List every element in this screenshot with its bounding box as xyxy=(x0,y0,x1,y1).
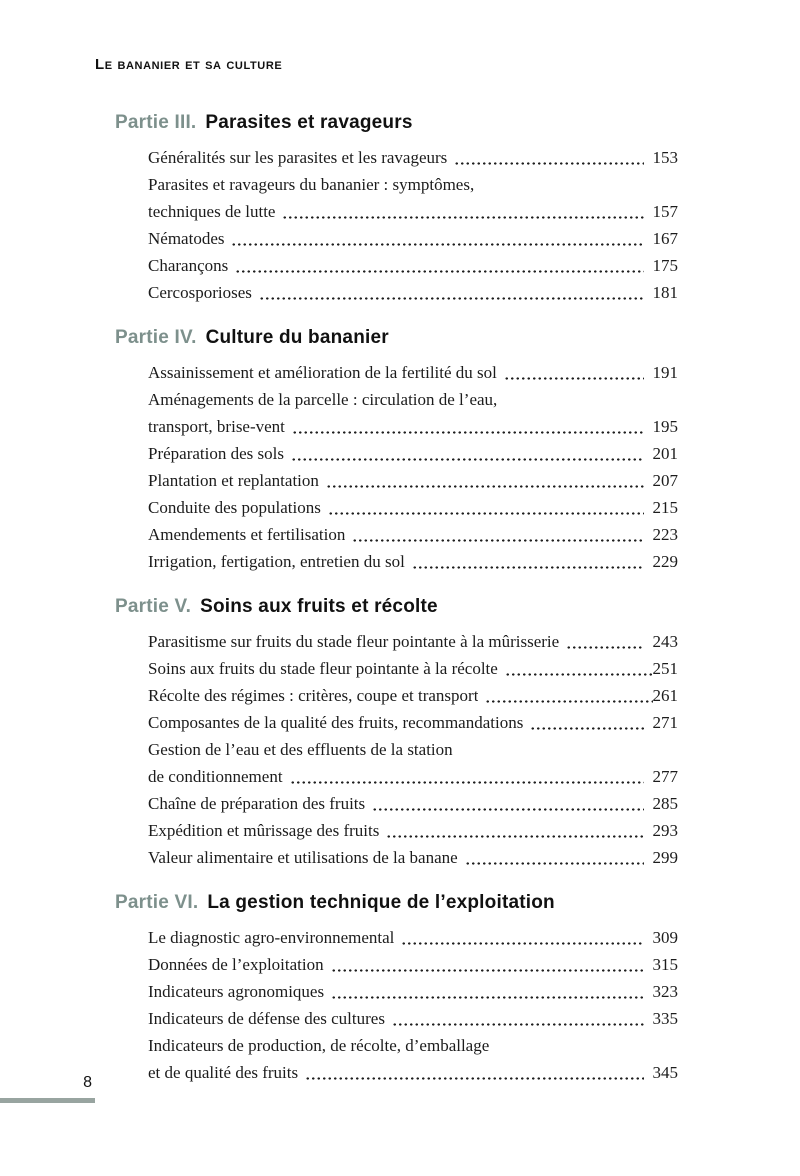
toc-entry-page: 157 xyxy=(652,202,678,221)
toc-entry-page: 335 xyxy=(652,1009,678,1028)
toc-entry-line xyxy=(148,225,678,252)
toc-entry-line xyxy=(148,655,678,682)
part-title: La gestion technique de l’exploitation xyxy=(207,892,555,913)
toc-entry-title: Indicateurs de défense des cultures xyxy=(148,1009,385,1028)
toc-entry-page: 251 xyxy=(652,659,678,678)
toc-entry-line xyxy=(148,386,678,413)
toc-entry-title: Conduite des populations xyxy=(148,498,321,517)
toc-entry-title: et de qualité des fruits xyxy=(148,1063,299,1082)
dot-leader xyxy=(372,807,643,812)
dot-leader xyxy=(291,457,644,462)
toc-entry xyxy=(148,386,678,440)
table-of-contents xyxy=(115,110,678,1105)
toc-entry-line xyxy=(148,817,678,844)
dot-leader xyxy=(465,861,644,866)
toc-entry-page: 181 xyxy=(652,283,678,302)
toc-entry-title: Données de l’exploitation xyxy=(148,955,324,974)
toc-entry-title: Aménagements de la parcelle : circulation de l’eau, xyxy=(148,390,498,409)
toc-entry-title: techniques de lutte xyxy=(148,202,276,221)
dot-leader xyxy=(485,699,652,704)
dot-leader xyxy=(305,1076,643,1081)
toc-entry xyxy=(148,467,678,494)
toc-entry-title: Le diagnostic agro-environnemental xyxy=(148,928,395,947)
toc-entry-line xyxy=(148,1005,678,1032)
toc-entry-title: Indicateurs de production, de récolte, d’emballage xyxy=(148,1036,490,1055)
toc-entry-title: Parasites et ravageurs du bananier : symptômes, xyxy=(148,175,475,194)
dot-leader xyxy=(505,672,653,677)
toc-entry-line xyxy=(148,709,678,736)
toc-entry xyxy=(148,440,678,467)
toc-entry-line xyxy=(148,978,678,1005)
toc-entry-line xyxy=(148,521,678,548)
toc-entry-line xyxy=(148,763,678,790)
toc-entry-page: 191 xyxy=(652,363,678,382)
part-title: Culture du bananier xyxy=(205,327,389,348)
toc-entry-title: Soins aux fruits du stade fleur pointante à la récolte xyxy=(148,659,498,678)
toc-entry-list xyxy=(148,628,678,871)
toc-entry-title: Irrigation, fertigation, entretien du sol xyxy=(148,552,405,571)
toc-entry xyxy=(148,144,678,171)
toc-entry-line xyxy=(148,144,678,171)
toc-entry-page: 271 xyxy=(652,713,678,732)
toc-entry-page: 345 xyxy=(652,1063,678,1082)
toc-entry-line xyxy=(148,844,678,871)
dot-leader xyxy=(292,430,644,435)
toc-entry-title: transport, brise-vent xyxy=(148,417,285,436)
dot-leader xyxy=(412,565,644,570)
toc-section-heading xyxy=(115,594,678,619)
toc-entry-title: Préparation des sols xyxy=(148,444,284,463)
toc-section-heading xyxy=(115,890,678,915)
dot-leader xyxy=(530,726,643,731)
toc-entry-line xyxy=(148,440,678,467)
toc-entry-title: Indicateurs agronomiques xyxy=(148,982,325,1001)
dot-leader xyxy=(386,834,643,839)
toc-entry-title: Généralités sur les parasites et les ravageurs xyxy=(148,148,448,167)
toc-entry-title: Expédition et mûrissage des fruits xyxy=(148,821,380,840)
toc-section-3 xyxy=(115,594,678,871)
dot-leader xyxy=(259,296,644,301)
footer-bar xyxy=(0,1098,95,1103)
toc-entry-page: 175 xyxy=(652,256,678,275)
toc-entry-line xyxy=(148,736,678,763)
toc-entry-line xyxy=(148,494,678,521)
toc-entry-title: Cercosporioses xyxy=(148,283,252,302)
toc-entry xyxy=(148,225,678,252)
toc-entry xyxy=(148,951,678,978)
part-label: Partie V. xyxy=(115,596,192,617)
toc-entry-line xyxy=(148,279,678,306)
part-label: Partie VI. xyxy=(115,892,199,913)
toc-entry xyxy=(148,279,678,306)
dot-leader xyxy=(566,645,643,650)
part-title: Soins aux fruits et récolte xyxy=(200,596,438,617)
toc-entry xyxy=(148,548,678,575)
toc-entry xyxy=(148,359,678,386)
toc-entry-title: Composantes de la qualité des fruits, recommandations xyxy=(148,713,524,732)
toc-section-2 xyxy=(115,325,678,575)
dot-leader xyxy=(392,1022,644,1027)
dot-leader xyxy=(454,161,643,166)
part-title: Parasites et ravageurs xyxy=(205,112,413,133)
page-number: 8 xyxy=(83,1074,92,1091)
running-header: Le bananier et sa culture xyxy=(95,56,283,73)
toc-entry-line xyxy=(148,628,678,655)
toc-entry-page: 261 xyxy=(652,686,678,705)
dot-leader xyxy=(331,968,644,973)
part-label: Partie IV. xyxy=(115,327,197,348)
dot-leader xyxy=(231,242,643,247)
toc-entry xyxy=(148,1005,678,1032)
toc-entry-page: 309 xyxy=(652,928,678,947)
toc-entry-title: Parasitisme sur fruits du stade fleur pointante à la mûrisserie xyxy=(148,632,560,651)
toc-entry xyxy=(148,655,678,682)
dot-leader xyxy=(331,995,643,1000)
dot-leader xyxy=(235,269,643,274)
toc-entry xyxy=(148,736,678,790)
toc-section-1 xyxy=(115,110,678,306)
dot-leader xyxy=(326,484,644,489)
toc-entry-line xyxy=(148,413,678,440)
toc-entry-page: 195 xyxy=(652,417,678,436)
toc-entry-page: 229 xyxy=(652,552,678,571)
toc-entry xyxy=(148,790,678,817)
toc-entry-page: 323 xyxy=(652,982,678,1001)
dot-leader xyxy=(401,941,643,946)
toc-entry-title: Récolte des régimes : critères, coupe et transport xyxy=(148,686,479,705)
toc-entry-line xyxy=(148,467,678,494)
dot-leader xyxy=(352,538,643,543)
toc-entry-title: Charançons xyxy=(148,256,229,275)
toc-entry-page: 285 xyxy=(652,794,678,813)
toc-entry-page: 215 xyxy=(652,498,678,517)
toc-section-heading xyxy=(115,110,678,135)
toc-entry-line xyxy=(148,924,678,951)
part-label: Partie III. xyxy=(115,112,197,133)
toc-entry-page: 223 xyxy=(652,525,678,544)
dot-leader xyxy=(328,511,644,516)
toc-entry-title: Plantation et replantation xyxy=(148,471,319,490)
toc-entry xyxy=(148,1032,678,1086)
toc-entry-line xyxy=(148,359,678,386)
toc-entry-title: Nématodes xyxy=(148,229,225,248)
toc-section-heading xyxy=(115,325,678,350)
toc-entry-line xyxy=(148,198,678,225)
dot-leader xyxy=(282,215,643,220)
toc-entry-list xyxy=(148,359,678,575)
toc-entry-title: Valeur alimentaire et utilisations de la banane xyxy=(148,848,458,867)
toc-entry-line xyxy=(148,548,678,575)
toc-entry-page: 153 xyxy=(652,148,678,167)
dot-leader xyxy=(504,376,644,381)
toc-entry-page: 277 xyxy=(652,767,678,786)
toc-entry-line xyxy=(148,1032,678,1059)
toc-entry-page: 167 xyxy=(652,229,678,248)
toc-entry-page: 293 xyxy=(652,821,678,840)
toc-entry-line xyxy=(148,252,678,279)
toc-entry-line xyxy=(148,1059,678,1086)
toc-entry xyxy=(148,978,678,1005)
toc-entry-page: 299 xyxy=(652,848,678,867)
toc-entry-list xyxy=(148,144,678,306)
toc-entry xyxy=(148,252,678,279)
toc-entry-page: 207 xyxy=(652,471,678,490)
toc-entry xyxy=(148,817,678,844)
toc-entry-page: 201 xyxy=(652,444,678,463)
toc-section-4 xyxy=(115,890,678,1086)
toc-entry-page: 243 xyxy=(652,632,678,651)
toc-entry-line xyxy=(148,951,678,978)
toc-entry-title: Gestion de l’eau et des effluents de la station xyxy=(148,740,453,759)
toc-entry-list xyxy=(148,924,678,1086)
toc-entry-page: 315 xyxy=(652,955,678,974)
toc-entry-title: Chaîne de préparation des fruits xyxy=(148,794,366,813)
toc-entry xyxy=(148,924,678,951)
toc-entry-title: Amendements et fertilisation xyxy=(148,525,346,544)
dot-leader xyxy=(290,780,644,785)
toc-entry xyxy=(148,682,678,709)
toc-entry xyxy=(148,171,678,225)
toc-entry-line xyxy=(148,682,678,709)
toc-entry xyxy=(148,494,678,521)
toc-entry-line xyxy=(148,171,678,198)
toc-entry-title: de conditionnement xyxy=(148,767,283,786)
toc-entry-line xyxy=(148,790,678,817)
toc-entry-title: Assainissement et amélioration de la fertilité du sol xyxy=(148,363,497,382)
toc-entry xyxy=(148,709,678,736)
toc-entry xyxy=(148,628,678,655)
toc-entry xyxy=(148,521,678,548)
toc-entry xyxy=(148,844,678,871)
